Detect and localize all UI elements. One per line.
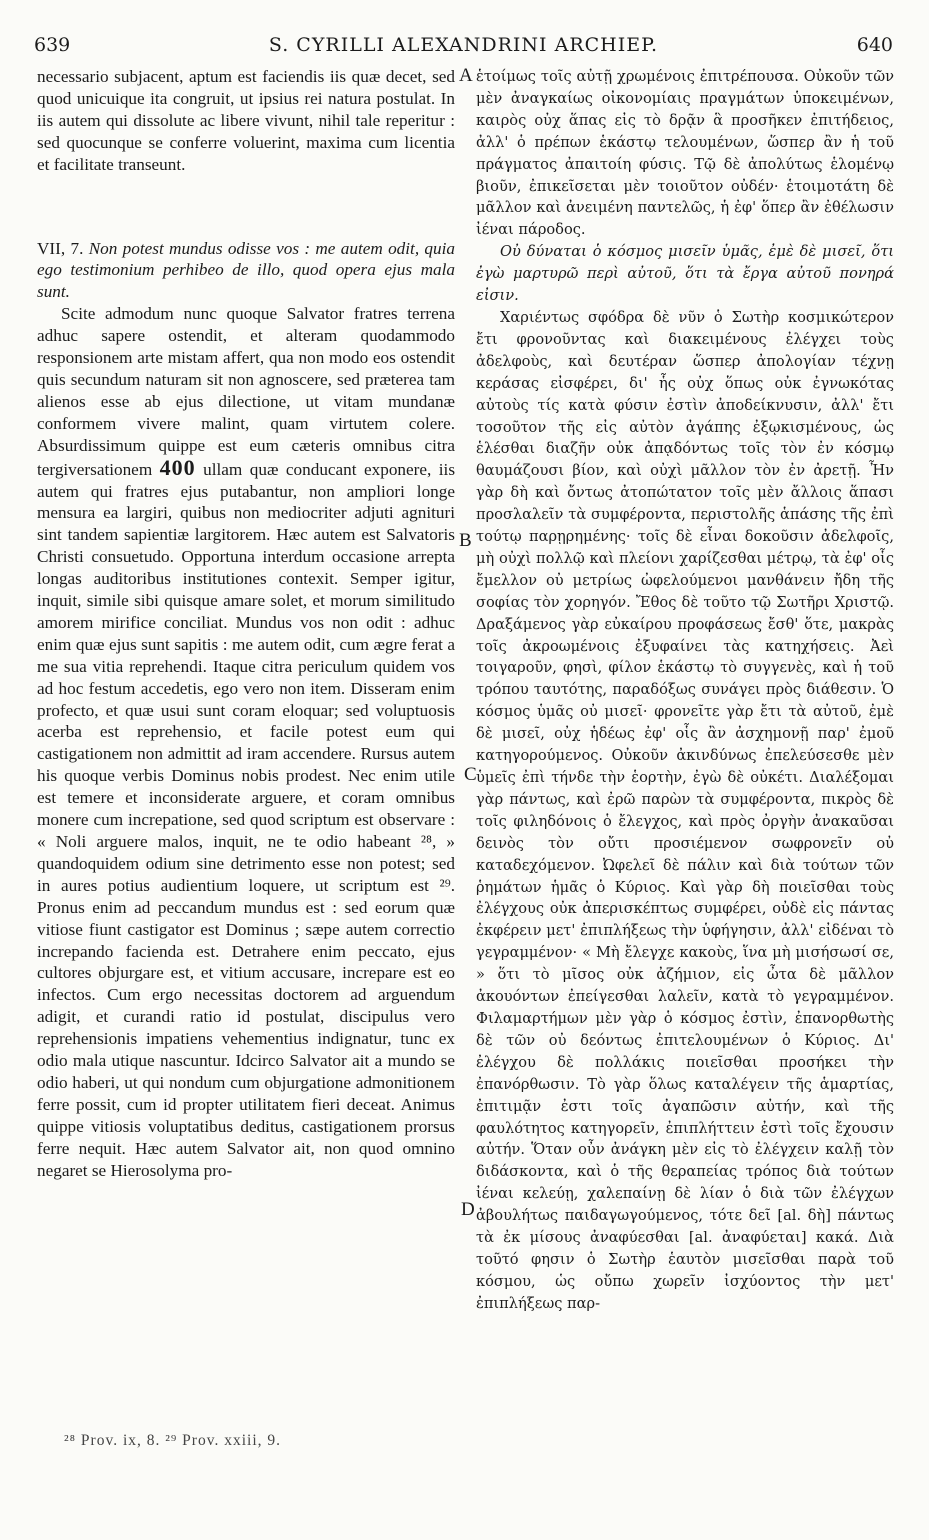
latin-body-part-2: ullam quæ conducant exponere, iis autem qui fratres ejus putabantur, non ampliori longe mensura ea largiri, quibus non mediocriter adjuti agnituri sint tandem sapientiæ largitorem. Hæc autem est Salvatoris Christi consuetudo. Opportuna interdum occasione arrepta longas auditoribus institutiones contexit. Semper igitur, inquit, simile sibi quisque amare solet, et morum similitudo amorem mirifice conciliat. Mundus vos non odit : adhuc enim quæ ejus sunt sapitis : me autem odit, cum ægre ferat a me sua vitia reprehendi. Itaque citra periculum quidem vos ad hoc festum accedetis, ego vero non item. Disseram enim profecto, et quæ usui sunt coram eloquar; sed voluptuosis acerba est reprehensio, et facile potest eum qui castigationem non admittit ad iram accendere. Rursus autem his quoque verbis Dominus nobis prodest. Nec enim utile est temere et inconsiderate arguere, et coram omnibus monere cum increpatione, sed quod scriptum est observare : « Noli arguere malos, inquit, ne te odio habeant ²⁸, » quandoquidem odium sine detrimento esse non potest; sed in aures potius audientium loquere, ut scriptum est ²⁹. Pronus enim ad peccandum mundus est : sed eorum quæ vitiose fiunt castigator est Dominus ; sæpe autem correctio increpando facienda est. Detrahere enim peccato, ejus cultores objurgare est, et vitium accusare, increpare est eo infectos. Cum ergo necessitas doctorem ad arguendum adigit, et curandi ratio id postulat, discipulus vero reprehensionis impatiens vehementius indignatur, tunc ex odio mala utique nascuntur. Idcirco Salvator ait a mundo se odio haberi, ut qui nondum cum objurgatione admonitionem ferre possit, cum id propter utilitatem fieri deceat. Animus quippe vitiosis voluptatibus deditus, castigationem prorsus ferre nequit. Hæc autem Salvator ait, non quod omnino negaret se Hierosolyma pro- [37,459,456,1180]
greek-column [476,66,894,1315]
latin-verse-heading [37,238,455,304]
margin-marker-a: A [459,65,473,86]
verse-reference: VII, 7. [37,238,84,258]
latin-intro-paragraph: necessario subjacent, aptum est faciendis iis quæ decet, sed quod unicuique ita congruit, ut ipsius rei natura postulat. In iis autem qui dissolute ac libere vivunt, nihil tale reperitur : sed quocunque se conferre voluerint, maxima cum licentia et facilitate transeunt. [37,67,455,174]
greek-body-paragraph: Χαριέντως σφόδρα δὲ νῦν ὁ Σωτὴρ κοσμικώτερον ἔτι φρονοῦντας καὶ διακειμένους ἐλέγχει τοὺς ἀδελφοὺς, καὶ δευτέραν ὥσπερ ἀπολογίαν τέχνῃ κεράσας εἰσφέρει, δι' ἧς οὐχ ὅπως οὐκ ἐγνωκότας αὐτοὺς τίς κατὰ φύσιν ἐστὶν ἀποδείκνυσιν, ἀλλ' ἔτι τοσοῦτον τῆς εἰς αὐτὸν ἀγάπης ἐξῳκισμένους, ὡς ἑλέσθαι διαζῆν οὐκ ἀπᾳδόντως τοῖς τὸν ἐν κόσμῳ θαυμάζουσι βίον, καὶ οὐχὶ μᾶλλον τὸν ἐν ἀρετῇ. Ἦν γὰρ δὴ καὶ ὄντως ἀτοπώτατον τοῖς μὲν ἄλλοις ἅπασι προσλαλεῖν τὰ συμφέροντα, περιστολῆς ἁπάσης τῆς ἐπὶ τούτῳ παρῃρημένης· τοῖς δὲ εἶναι δοκοῦσιν ἀδελφοῖς, μὴ οὐχὶ πολλῷ καὶ πλείονι χαρίζεσθαι μέτρῳ, τὰ ἐφ' οἷς ἔμελλον οὐ μετρίως ὠφελούμενοι μανθάνειν ἤδη τῆς σοφίας τὸν χορηγόν. Ἔθος δὲ τοῦτο τῷ Σωτῆρι Χριστῷ. Δραξάμενος γὰρ εὐκαίρου προφάσεως ἔσθ' ὅτε, μακρὰς τοῖς ἀκροωμένοις ἐξυφαίνει τὰς κατηχήσεις. Ἀεὶ τοιγαροῦν, φησὶ, φίλον ἑκάστῳ τὸ συγγενὲς, καὶ ἡ τοῦ τρόπου ταυτότης, παραδόξως συνάγει πρὸς διάθεσιν. Ὁ κόσμος ὑμᾶς οὐ μισεῖ· φρονεῖτε γὰρ ἔτι τὰ αὐτοῦ, ἐμὲ δὲ μισεῖ, οὐχ ἡδέως ἐφ' οἷς ἂν ἀσχημονῇ παρ' ἐμοῦ κατηγορούμενος. Οὐκοῦν ἀκινδύνως ἐπελεύσεσθε μὲν ὑμεῖς ἐπὶ τήνδε τὴν ἑορτὴν, ἐγὼ δὲ οὐκέτι. Διαλέξομαι γὰρ πάντως, καὶ ἐρῶ παρὼν τὰ συμφέροντα, πικρὸς δὲ τοῖς φιληδόνοις ὁ ἔλεγχος, καὶ πρὸς ὀργὴν ἀνακαῦσαι δεινὸς τὸν οὔτι προσιέμενον σωφρονεῖν οὐ καταδεχόμενον. Ὠφελεῖ δὲ πάλιν καὶ διὰ τούτων τῶν ῥημάτων ἡμᾶς ὁ Κύριος. Καὶ γὰρ δὴ ποιεῖσθαι τοὺς ἐλέγχους οὐκ ἀπερισκέπτως συμφέρει, οὐδὲ εἰς πάντας ἐκφέρειν μετ' ἐπιπλήξεως τὴν ὑφήγησιν, ἀλλ' εἰδέναι τὸ γεγραμμένον· « Μὴ ἔλεγχε κακοὺς, ἵνα μὴ μισήσωσί σε, » ὅτι τὸ μῖσος οὐκ ἀζήμιον, εἰς ὦτα δὲ μᾶλλον ἀκουόντων ἐπείγεσθαι λαλεῖν, κατὰ τὸ γεγραμμένον. Φιλαμαρτήμων μὲν γὰρ ὁ κόσμος ἐστὶν, ἐπανορθωτὴς δὲ τῶν οὐ δεόντως ἐπιτελουμένων ὁ Κύριος. Δι' ἐλέγχου δὲ πολλάκις ποιεῖσθαι προσήκει τὴν ἐπανόρθωσιν. Τὸ γὰρ ὅλως καταλέγειν τῆς ἁμαρτίας, ἐπιτιμᾷν ἐστι τοῖς ἀγαπῶσιν αὐτήν, καὶ τῆς φαυλότητος κατηγορεῖν, ἐπιπλήττειν ἐστὶ τοῖς ἔχουσιν αὐτήν. Ὅταν οὖν ἀνάγκη μὲν εἰς τὸ ἐλέγχειν καλῇ τὸν διδάσκοντα, καὶ ὁ τῆς θεραπείας τρόπος διὰ τούτων ἰέναι κελεύῃ, χαλεπαίνῃ δὲ λίαν ὁ διὰ τῶν ἐλέγχων ἀβουλήτως παιδαγωγούμενος, τότε δεῖ [al. δὴ] πάντως τὰ ἐκ μίσους ἀναφύεσθαι [al. ἀναφύεται] κακά. Διὰ τοῦτό φησιν ὁ Σωτὴρ ἑαυτὸν μισεῖσθαι παρὰ τοῦ κόσμου, ὡς οὔπω χωρεῖν ἰσχύοντος τὴν μετ' ἐπιπλήξεως παρ- [476,308,894,1312]
margin-marker-c: C [464,764,477,785]
latin-body-part-1: Scite admodum nunc quoque Salvator fratres terrena adhuc sapere ostendit, et alteram quodammodo responsionem arte mistam affert, qua non modo eos ostendit quis secundum naturam sit non agnoscere, sed præterea tam alienos esse ab ejus dilectione, ut vitam mundanæ conformem vivere malint, quam virtutem colere. Absurdissimum quippe est eum cæteris omnibus citra tergiversationem [37,304,455,479]
running-title: S. CYRILLI ALEXANDRINI ARCHIEP. [268,34,659,56]
greek-intro-paragraph: ἑτοίμως τοῖς αὐτῇ χρωμένοις ἐπιτρέπουσα. Οὐκοῦν τῶν μὲν ἀναγκαίως οἰκονομίαις πραγμάτων ὑποκειμένων, καιρὸς οὐχ ἅπας εἰς τὸ δρᾷν ἃ προσῆκεν ἐπιτήδειος, ἀλλ' ὁ πρέπων ἑκάστῳ τελουμένων, ὥσπερ ἂν ἡ τοῦ πράγματος ἀπαιτοίη φύσις. Τῷ δὲ ἀπολύτως ἑλομένῳ βιοῦν, ἐπικεῖσεται μὲν τοιοῦτον οὐδέν· ἑτοιμοτάτη δὲ μᾶλλον καὶ ἀνειμένη παντελῶς, ἡ ἐφ' ὅπερ ἂν ἐθέλωσιν ἰέναι πάροδος. [476,68,894,239]
latin-column [37,66,455,1182]
greek-verse-heading: Οὐ δύναται ὁ κόσμος μισεῖν ὑμᾶς, ἐμὲ δὲ μισεῖ, ὅτι ἐγὼ μαρτυρῶ περὶ αὐτοῦ, ὅτι τὰ ἔργα αὐτοῦ πονηρά εἰσιν. [476,243,894,305]
latin-body-paragraph [37,303,455,1181]
margin-marker-b: B [459,530,472,551]
running-header [34,34,893,56]
left-page-number: 639 [34,34,71,56]
footnotes: ²⁸ Prov. ix, 8. ²⁹ Prov. xxiii, 9. [64,1432,282,1449]
right-page-number: 640 [856,34,893,56]
margin-marker-d: D [461,1199,475,1220]
latin-verse-text: Non potest mundus odisse vos : me autem odit, quia ego testimonium perhibeo de illo, quod opera ejus mala sunt. [37,238,455,302]
column-number: 400 [159,454,196,480]
